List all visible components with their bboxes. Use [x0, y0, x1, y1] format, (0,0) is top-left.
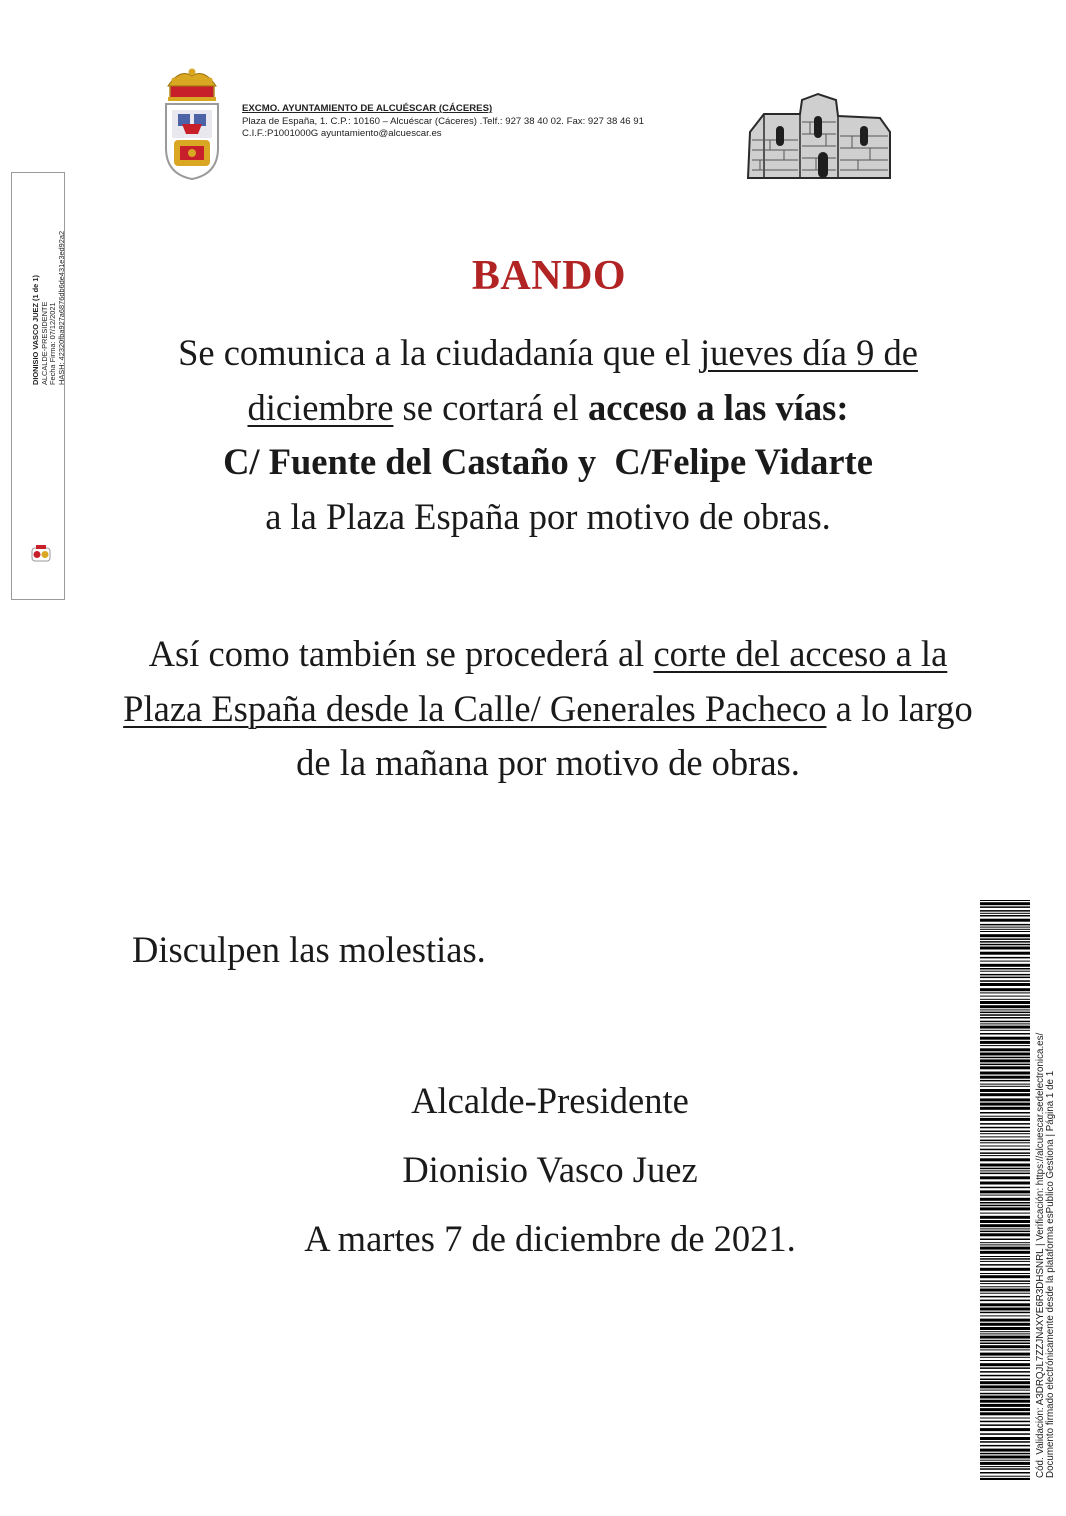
validation-code: Cód. Validación: A3DRQJL7ZZJN4XYE6R3DHSNRL | Verificación: https://alcuescar.sedelectronica.es/ — [1035, 1032, 1046, 1478]
barcode-bar — [980, 1478, 1030, 1480]
barcode-bar — [980, 1207, 1030, 1210]
barcode-bar — [980, 1275, 1030, 1278]
barcode-bar — [980, 1261, 1030, 1262]
barcode-bar — [980, 1173, 1030, 1175]
barcode-bar — [980, 1408, 1030, 1411]
barcode-bar — [980, 1424, 1030, 1426]
barcode-bar — [980, 1293, 1030, 1294]
document-title: BANDO — [471, 253, 627, 299]
barcode-bar — [980, 1012, 1030, 1014]
barcode-bar — [980, 1133, 1030, 1134]
barcode-bar — [980, 1449, 1030, 1452]
barcode-bar — [980, 938, 1030, 940]
barcode-bar — [980, 1303, 1030, 1306]
barcode-bar — [980, 1140, 1030, 1142]
barcode-bar — [980, 1472, 1030, 1474]
barcode-bar — [980, 1441, 1030, 1443]
barcode-bar — [980, 988, 1030, 991]
barcode-bar — [980, 941, 1030, 943]
barcode-bar — [980, 1005, 1030, 1008]
barcode-bar — [980, 1048, 1030, 1051]
signature-hash: HASH: 42320fba927a6876db6de431e3ed92a2 — [56, 230, 66, 385]
barcode-bar — [980, 919, 1030, 922]
barcode-bar — [980, 1123, 1030, 1125]
barcode-bar — [980, 947, 1030, 950]
barcode-bar — [980, 1428, 1030, 1431]
barcode-bar — [980, 1149, 1030, 1151]
p1-date-underlined: jueves día 9 de diciembre — [247, 332, 918, 428]
barcode-bar — [980, 900, 1030, 901]
barcode-bar — [980, 1059, 1030, 1062]
barcode-bar — [980, 1076, 1030, 1079]
barcode-bar — [980, 1239, 1030, 1241]
barcode-bar — [980, 1118, 1030, 1121]
barcode-bar — [980, 1331, 1030, 1332]
barcode-bar — [980, 1258, 1030, 1260]
barcode-bar — [980, 906, 1030, 908]
mayor-role: Alcalde-Presidente — [411, 1080, 689, 1121]
barcode-bar — [980, 1136, 1030, 1137]
barcode-bar — [980, 1268, 1030, 1271]
barcode-bar — [980, 1045, 1030, 1046]
barcode-bar — [980, 1170, 1030, 1171]
address-line: Plaza de España, 1. C.P.: 10160 – Alcuéscar (Cáceres) .Telf.: 927 38 40 02. Fax: 927 38 46 91 — [242, 115, 644, 127]
apology-text: Disculpen las molestias. — [132, 929, 486, 970]
barcode-bar — [980, 1242, 1030, 1243]
barcode-bar — [980, 999, 1030, 1000]
barcode-bar — [980, 1340, 1030, 1342]
barcode-bar — [980, 1283, 1030, 1284]
barcode-bar — [980, 952, 1030, 955]
barcode-bar — [980, 1080, 1030, 1082]
barcode-bar — [980, 1315, 1030, 1316]
barcode-bar — [980, 913, 1030, 914]
barcode-bar — [980, 1433, 1030, 1435]
barcode-bar — [980, 1098, 1030, 1101]
barcode-bar — [980, 1014, 1030, 1016]
barcode-bar — [980, 1205, 1030, 1207]
barcode-bar — [980, 1198, 1030, 1201]
barcode-bar — [980, 1041, 1030, 1044]
barcode-bar — [980, 1349, 1030, 1350]
barcode-bar — [980, 1001, 1030, 1004]
barcode-bar — [980, 1437, 1030, 1440]
barcode-bar — [980, 1103, 1030, 1106]
barcode-bar — [980, 1017, 1030, 1019]
barcode-bar — [980, 1462, 1030, 1465]
barcode-bar — [980, 1390, 1030, 1391]
barcode-bar — [980, 1418, 1030, 1419]
barcode-bar — [980, 931, 1030, 932]
barcode-bar — [980, 1379, 1030, 1381]
barcode-bar — [980, 927, 1030, 928]
barcode-bar — [980, 902, 1030, 905]
barcode-bar — [980, 1280, 1030, 1282]
barcode-bar — [980, 980, 1030, 982]
barcode-bar — [980, 1086, 1030, 1087]
barcode-bar — [980, 1116, 1030, 1117]
barcode-bar — [980, 1367, 1030, 1369]
barcode-bar — [980, 1319, 1030, 1322]
barcode-bar — [980, 957, 1030, 959]
barcode-bar — [980, 983, 1030, 986]
barcode-bar — [980, 1404, 1030, 1407]
barcode-bar — [980, 1064, 1030, 1066]
barcode-bar — [980, 1195, 1030, 1196]
barcode-bar — [980, 1247, 1030, 1250]
barcode-bar — [980, 1142, 1030, 1143]
barcode-bar — [980, 1224, 1030, 1227]
signature-block — [200, 1066, 900, 1273]
barcode-bar — [980, 1286, 1030, 1287]
barcode-bar — [980, 1264, 1030, 1266]
barcode-bar — [980, 1466, 1030, 1467]
barcode-bar — [980, 1456, 1030, 1459]
notice-paragraph-2 — [110, 627, 986, 791]
barcode-bar — [980, 1033, 1030, 1035]
barcode-bar — [980, 1127, 1030, 1129]
barcode-bar — [980, 1312, 1030, 1314]
barcode-bar — [980, 1021, 1030, 1023]
p2-text-1: Así como también se procederá al — [148, 633, 654, 674]
barcode-bar — [980, 1244, 1030, 1245]
p1-access-bold: acceso a las vías: — [587, 386, 849, 428]
barcode-bar — [980, 1231, 1030, 1233]
barcode-bar — [980, 1053, 1030, 1056]
barcode-bar — [980, 977, 1030, 979]
barcode-bar — [980, 929, 1030, 930]
barcode-bar — [980, 1296, 1030, 1298]
barcode-bar — [980, 1057, 1030, 1059]
barcode-bar — [980, 1345, 1030, 1348]
validation-barcode — [980, 900, 1030, 1480]
barcode-bar — [980, 1146, 1030, 1147]
barcode-bar — [980, 1396, 1030, 1399]
barcode-bar — [980, 1343, 1030, 1345]
barcode-bar — [980, 1393, 1030, 1395]
signature-date: Fecha Firma: 07/12/2021 — [48, 302, 58, 385]
p1-text-2: se cortará el — [393, 386, 588, 428]
barcode-bar — [980, 1213, 1030, 1214]
signer-name: DIONISIO VASCO JUEZ (1 de 1) — [31, 275, 40, 385]
barcode-bar — [980, 992, 1030, 993]
barcode-bar — [980, 1072, 1030, 1075]
letterhead — [242, 103, 644, 141]
p2-closure-underlined: corte del acceso a la Plaza España desde la Calle/ Generales Pacheco — [123, 633, 948, 729]
barcode-bar — [980, 1381, 1030, 1384]
barcode-bar — [980, 1323, 1030, 1326]
barcode-bar — [980, 1164, 1030, 1167]
validation-info — [1036, 1033, 1057, 1478]
barcode-bar — [980, 1385, 1030, 1388]
barcode-bar — [980, 1084, 1030, 1085]
barcode-bar — [980, 1375, 1030, 1377]
barcode-bar — [980, 971, 1030, 972]
barcode-bar — [980, 968, 1030, 970]
barcode-bar — [980, 1202, 1030, 1204]
barcode-bar — [980, 1233, 1030, 1236]
barcode-bar — [980, 1168, 1030, 1170]
document-date: A martes 7 de diciembre de 2021. — [304, 1218, 796, 1259]
barcode-bar — [980, 1371, 1030, 1373]
barcode-bar — [980, 1228, 1030, 1229]
barcode-bar — [980, 1030, 1030, 1031]
barcode-bar — [980, 924, 1030, 926]
p2-text-2: a lo largo de la mañana por motivo de obras. — [296, 687, 973, 783]
barcode-bar — [980, 934, 1030, 937]
mayor-name: Dionisio Vasco Juez — [402, 1149, 698, 1190]
p1-text-1: Se comunica a la ciudadanía que el — [178, 332, 700, 373]
notice-paragraph-1 — [110, 326, 986, 544]
barcode-bar — [980, 1190, 1030, 1193]
barcode-bar — [980, 1107, 1030, 1110]
signer-role: ALCALDE-PRESIDENTE — [39, 301, 49, 385]
barcode-bar — [980, 1453, 1030, 1455]
organization-name: EXCMO. AYUNTAMIENTO DE ALCUÉSCAR (CÁCERES) — [242, 103, 493, 114]
barcode-bar — [980, 1421, 1030, 1423]
seal-icon — [30, 544, 52, 564]
barcode-bar — [980, 1220, 1030, 1223]
barcode-bar — [980, 996, 1030, 997]
barcode-bar — [980, 1353, 1030, 1356]
barcode-bar — [980, 1131, 1030, 1133]
barcode-bar — [980, 1023, 1030, 1024]
barcode-bar — [980, 1187, 1030, 1189]
barcode-bar — [980, 1363, 1030, 1366]
barcode-bar — [980, 1300, 1030, 1302]
validation-platform: Documento firmado electrónicamente desde la plataforma esPublico Gestiona | Página 1 de 1 — [1045, 1070, 1057, 1478]
barcode-bar — [980, 1158, 1030, 1161]
barcode-bar — [980, 1400, 1030, 1403]
barcode-bar — [980, 1176, 1030, 1179]
barcode-bar — [980, 1412, 1030, 1415]
barcode-bar — [980, 1066, 1030, 1069]
barcode-bar — [980, 1360, 1030, 1361]
barcode-bar — [980, 1460, 1030, 1461]
barcode-bar — [980, 910, 1030, 912]
barcode-bar — [980, 1152, 1030, 1154]
barcode-bar — [980, 1037, 1030, 1040]
p1-streets-bold: C/ Fuente del Castaño y C/Felipe Vidarte — [223, 441, 873, 482]
barcode-bar — [980, 961, 1030, 962]
barcode-bar — [980, 1476, 1030, 1477]
barcode-bar — [980, 1256, 1030, 1257]
barcode-bar — [980, 1251, 1030, 1254]
barcode-bar — [980, 1308, 1030, 1311]
barcode-bar — [980, 1336, 1030, 1339]
barcode-bar — [980, 1357, 1030, 1358]
barcode-bar — [980, 1468, 1030, 1470]
barcode-bar — [980, 964, 1030, 967]
barcode-bar — [980, 1327, 1030, 1330]
barcode-bar — [980, 1089, 1030, 1092]
barcode-bar — [980, 974, 1030, 976]
barcode-bar — [980, 1273, 1030, 1274]
barcode-bar — [980, 915, 1030, 917]
barcode-bar — [980, 944, 1030, 946]
barcode-bar — [980, 1445, 1030, 1447]
barcode-bar — [980, 1026, 1030, 1029]
p1-text-3: a la Plaza España por motivo de obras. — [265, 495, 831, 537]
church-illustration-icon — [740, 92, 898, 180]
cif-email-line: C.I.F.:P1001000G ayuntamiento@alcuescar.es — [242, 128, 442, 139]
barcode-bar — [980, 1182, 1030, 1185]
barcode-bar — [980, 1155, 1030, 1156]
barcode-bar — [980, 1333, 1030, 1334]
barcode-bar — [980, 1093, 1030, 1096]
barcode-bar — [980, 1112, 1030, 1114]
municipal-coat-of-arms-icon — [160, 66, 224, 182]
barcode-bar — [980, 1009, 1030, 1010]
barcode-bar — [980, 1216, 1030, 1219]
barcode-bar — [980, 1289, 1030, 1292]
